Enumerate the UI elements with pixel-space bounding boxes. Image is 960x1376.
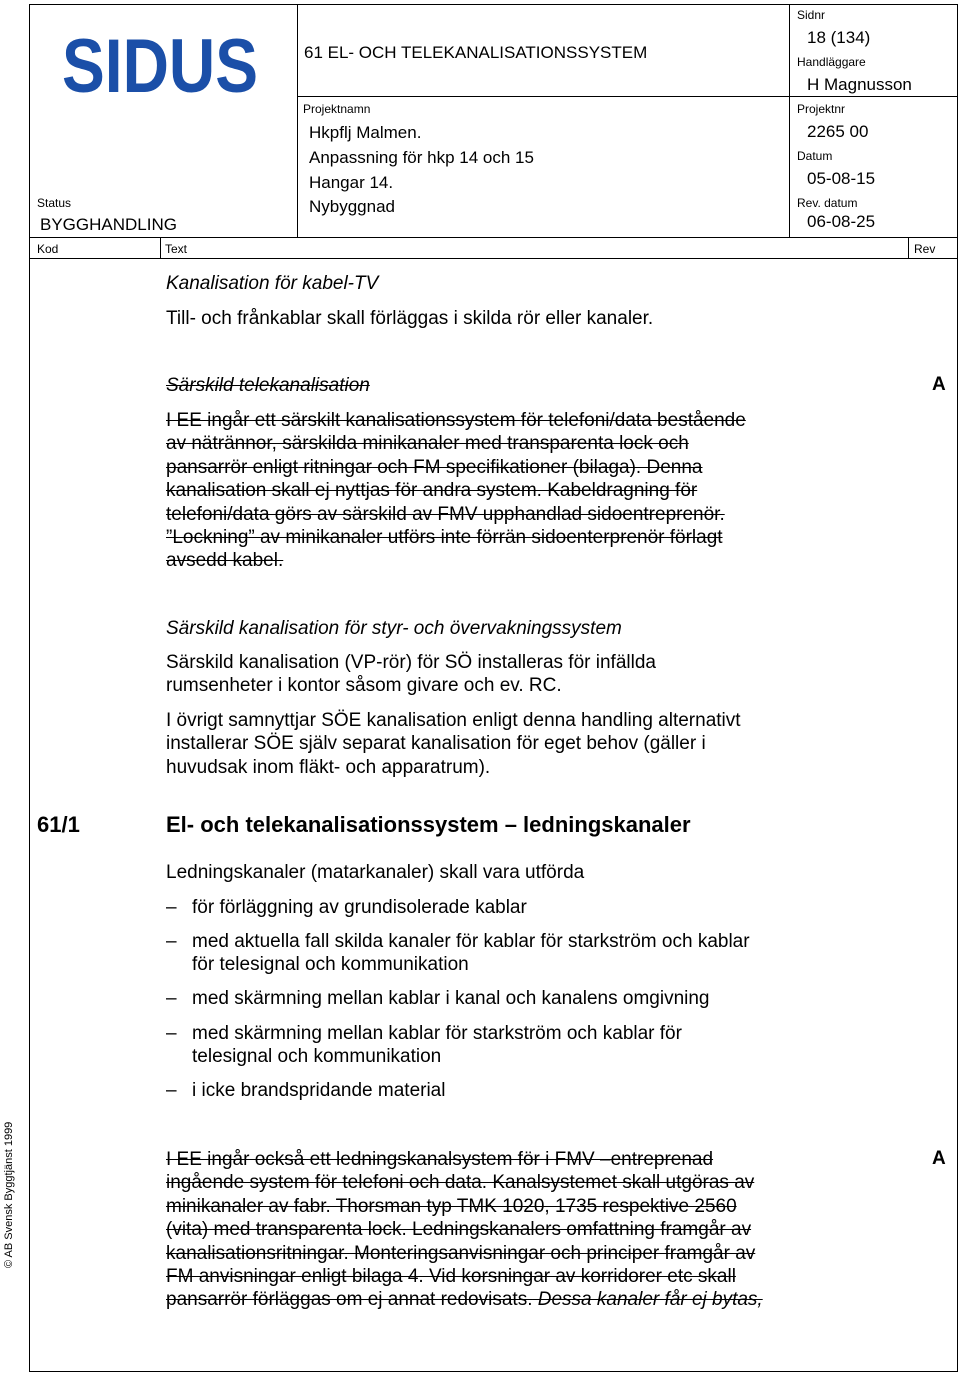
section-title: El- och telekanalisationssystem – ledningskanaler — [166, 812, 691, 837]
sidnr-label: Sidnr — [797, 8, 826, 22]
text-line: i icke brandspridande material — [192, 1080, 446, 1101]
text-line: I övrigt samnyttjar SÖE kanalisation enligt denna handling alternativt — [166, 710, 741, 731]
col-text-label: Text — [165, 242, 188, 256]
text-line: för telesignal och kommunikation — [192, 954, 469, 976]
text-line: telefoni/data görs av särskild av FMV upphandlad sidoentreprenör. — [166, 503, 725, 525]
text-line: kanalisationsritningar. Monteringsanvisningar och principer framgår av — [166, 1242, 756, 1264]
text-line: ingående system för telefoni och data. Kanalsystemet skall utgöras av — [166, 1172, 755, 1194]
copyright-note: © AB Svensk Byggtjänst 1999 — [3, 1121, 15, 1268]
text-line: rumsenheter i kontor såsom givare och ev. RC. — [166, 675, 562, 697]
revision-mark: A — [932, 374, 946, 395]
projektnamn-line: Hangar 14. — [309, 173, 394, 192]
handlaggare-label: Handläggare — [797, 55, 866, 69]
text-line: med skärmning mellan kablar för starkström och kablar för — [192, 1023, 682, 1044]
col-kod-label: Kod — [37, 242, 59, 256]
projektnamn-label: Projektnamn — [303, 102, 371, 116]
logo-graphic — [62, 24, 262, 109]
dash-marker: – — [166, 988, 177, 1009]
projektnamn-line: Nybyggnad — [309, 197, 396, 216]
text-line: avsedd kabel. — [166, 550, 284, 572]
sidnr-value: 18 (134) — [807, 28, 871, 47]
sidus-logo — [62, 24, 262, 109]
text-line: FM anvisningar enligt bilaga 4. Vid korsningar av korridorer etc skall — [166, 1266, 736, 1288]
text-line: Särskild kanalisation (VP-rör) för SÖ installeras för infällda — [166, 652, 656, 673]
status-label: Status — [37, 196, 72, 210]
ledning-paragraph — [166, 1148, 846, 1312]
tele-heading: Särskild telekanalisation — [166, 375, 370, 396]
styr-paragraph-1 — [166, 651, 846, 698]
italic-note: Dessa kanaler får ej bytas, — [532, 1289, 763, 1311]
kabeltv-heading: Kanalisation för kabel-TV — [166, 273, 379, 294]
revdatum-label: Rev. datum — [797, 196, 858, 210]
header-divider — [29, 237, 958, 238]
styr-paragraph-2 — [166, 709, 846, 779]
chapter-title: 61 EL- OCH TELEKANALISATIONSSYSTEM — [304, 43, 648, 62]
header-divider — [789, 4, 790, 237]
text-line: av nätrännor, särskilda minikanaler med transparenta lock och — [166, 433, 689, 455]
projektnr-value: 2265 00 — [807, 122, 869, 141]
text-line: telesignal och kommunikation — [192, 1046, 442, 1068]
datum-value: 05-08-15 — [807, 169, 876, 188]
text-line: pansarrör enligt ritningar och FM specifikationer (bilaga). Denna — [166, 456, 703, 478]
projektnamn-line: Hkpflj Malmen. — [309, 123, 422, 142]
intro-text: Ledningskanaler (matarkanaler) skall vara utförda — [166, 862, 585, 883]
section-number: 61/1 — [37, 812, 80, 837]
header-divider — [29, 258, 958, 259]
datum-label: Datum — [797, 149, 833, 163]
text-line: I EE ingår också ett ledningskanalsystem för i FMV –entreprenad — [166, 1149, 714, 1170]
text-line: huvudsak inom fläkt- och apparatrum). — [166, 756, 491, 778]
text-line: minikanaler av fabr. Thorsman typ TMK 1020, 1735 respektive 2560 — [166, 1195, 737, 1217]
text-line: med aktuella fall skilda kanaler för kablar för starkström och kablar — [192, 931, 750, 952]
text-line: I EE ingår ett särskilt kanalisationssystem för telefoni/data bestående — [166, 410, 746, 431]
styr-heading: Särskild kanalisation för styr- och övervakningssystem — [166, 618, 622, 639]
kabeltv-text: Till- och frånkablar skall förläggas i skilda rör eller kanaler. — [166, 308, 654, 329]
text-line — [166, 1288, 846, 1311]
header-divider — [297, 4, 298, 237]
dash-marker: – — [166, 931, 177, 952]
tele-paragraph — [166, 409, 846, 573]
handlaggare-value: H Magnusson — [807, 75, 912, 94]
header-divider — [297, 96, 958, 97]
text-line: för förläggning av grundisolerade kablar — [192, 897, 527, 918]
col-rev-label: Rev — [914, 242, 936, 256]
text-line: ”Lockning” av minikanaler utförs inte förrän sidoenterprenör förlagt — [166, 527, 723, 549]
text-line: kanalisation skall ej nyttjas för andra system. Kabeldragning för — [166, 480, 698, 502]
dash-marker: – — [166, 897, 177, 918]
text-line: med skärmning mellan kablar i kanal och kanalens omgivning — [192, 988, 710, 1009]
dash-marker: – — [166, 1023, 177, 1044]
text-line: installerar SÖE själv separat kanalisation för eget behov (gäller i — [166, 733, 706, 755]
struck-text: pansarrör förläggas om ej annat redovisats. — [166, 1289, 533, 1311]
projektnr-label: Projektnr — [797, 102, 846, 116]
revision-mark: A — [932, 1148, 946, 1169]
status-value: BYGGHANDLING — [40, 215, 177, 234]
text-line: (vita) med transparenta lock. Ledningskanalers omfattning framgår av — [166, 1219, 752, 1241]
header-divider — [908, 237, 909, 258]
revdatum-value: 06-08-25 — [807, 212, 876, 231]
header-divider — [160, 237, 161, 258]
projektnamn-line: Anpassning för hkp 14 och 15 — [309, 148, 534, 167]
dash-marker: – — [166, 1080, 177, 1101]
logo-text: SIDUS — [62, 24, 258, 109]
